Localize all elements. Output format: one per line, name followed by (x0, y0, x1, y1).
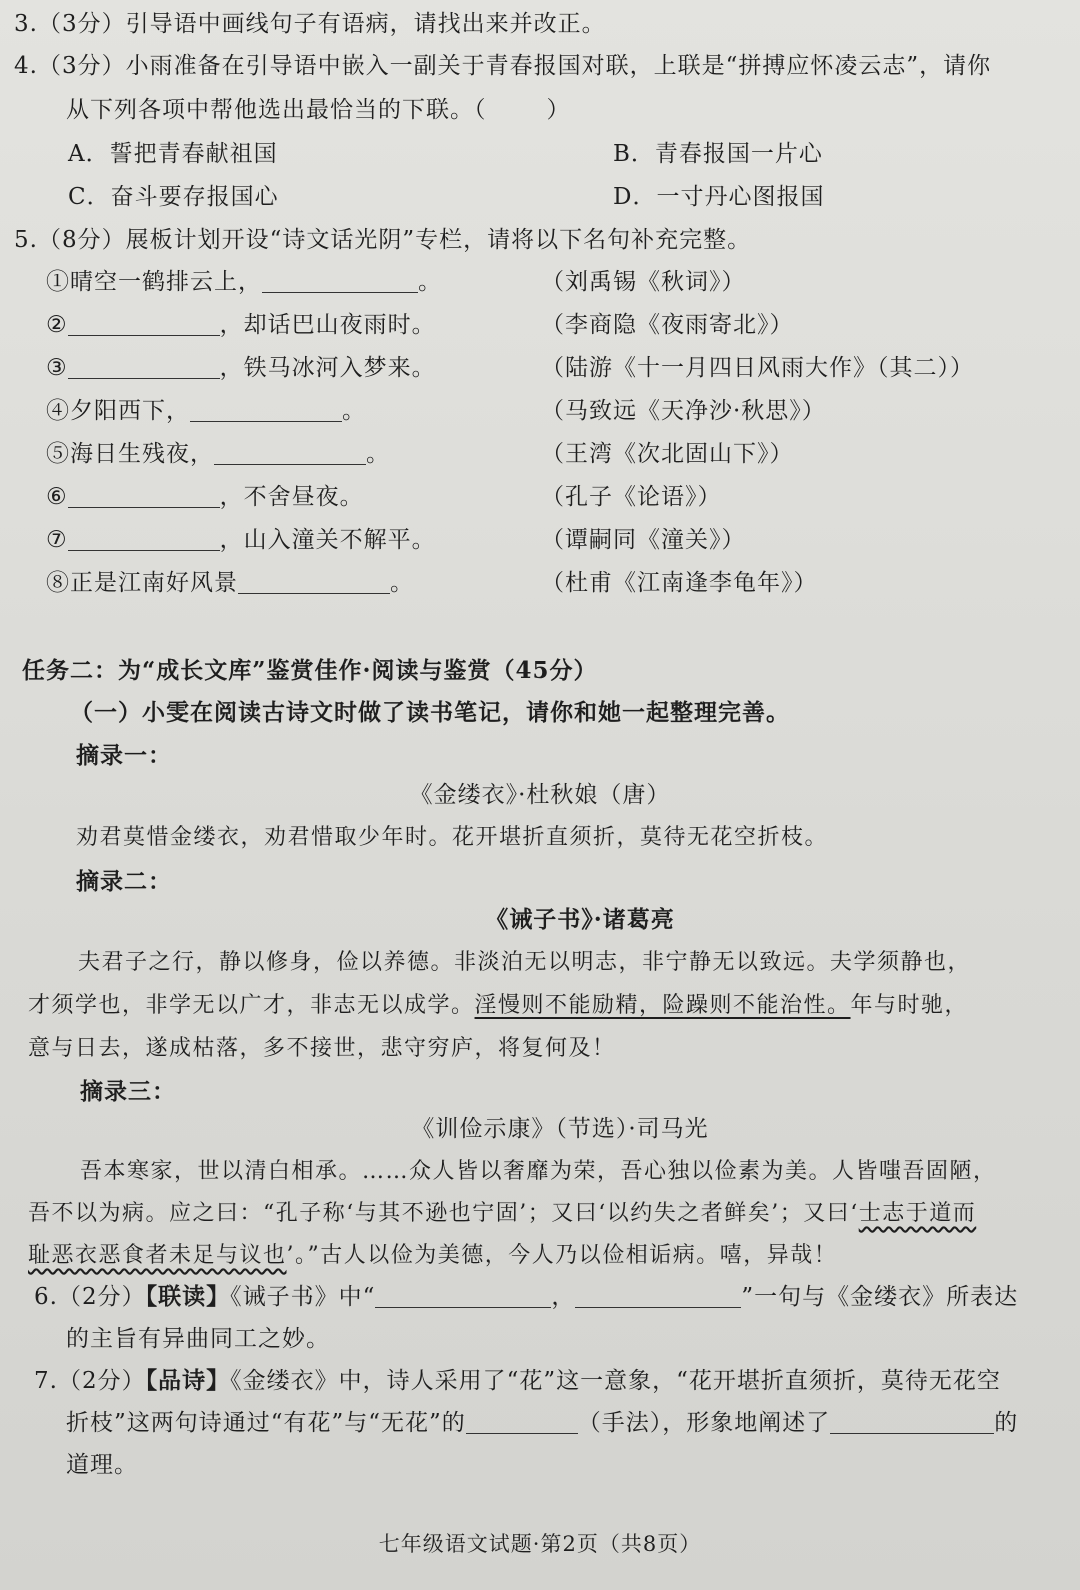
excerpt-2-line-2b: 年与时驰， (850, 993, 969, 1018)
q5-item-8-post: 。 (390, 570, 414, 596)
excerpt-3-line-1 (80, 1156, 997, 1188)
q5-item-2-post: ，却话巴山夜雨时。 (219, 312, 436, 338)
q5-item-1 (46, 266, 1046, 298)
excerpt-3-line-3b: ’。”古人以俭为美德，今人乃以俭相诟病。嘻，异哉！ (286, 1243, 838, 1268)
q5-item-6-blank[interactable] (68, 483, 220, 508)
excerpt-3-title-text: 《训俭示康》（节选）·司马光 (411, 1116, 709, 1142)
question-7-line-2 (66, 1407, 1018, 1439)
q4-option-a: A．誓把青春献祖国 (68, 141, 278, 167)
q6-blank-2[interactable] (575, 1283, 741, 1308)
q5-item-5-pre: ⑤海日生残夜， (46, 441, 214, 467)
q5-item-7-blank[interactable] (68, 526, 220, 551)
q4-text-1: 4.（3分）小雨准备在引导语中嵌入一副关于青春报国对联，上联是“拼搏应怀凌云志”，请你 (14, 53, 992, 79)
excerpt-3-line-1-text: 吾本寒家，世以清白相承。……众人皆以奢靡为荣，吾心独以俭素为美。人皆嗤吾固陋， (80, 1159, 997, 1184)
q5-item-3-pre: ③ (46, 355, 68, 381)
task-2-heading-text: 任务二：为“成长文库”鉴赏佳作·阅读与鉴赏（45分） (22, 657, 598, 684)
q4-options-row-1 (68, 138, 1068, 170)
q5-text: 5.（8分）展板计划开设“诗文话光阴”专栏，请将以下名句补充完整。 (14, 227, 752, 253)
q3-text: 3.（3分）引导语中画线句子有语病，请找出来并改正。 (14, 11, 606, 37)
excerpt-3-line-2a: 吾不以为病。应之曰：“孔子称‘与其不逊也宁固’；又曰‘以约失之者鲜矣’；又曰‘ (28, 1201, 859, 1226)
q5-item-4-blank[interactable] (190, 397, 342, 422)
q5-item-5-source: （王湾《次北固山下》） (541, 441, 794, 467)
task-2-heading (22, 655, 597, 687)
excerpt-2-title-text: 《诫子书》·诸葛亮 (485, 906, 675, 933)
q5-item-1-post: 。 (418, 269, 442, 295)
excerpt-1-title (0, 779, 1080, 811)
q5-item-5-post: 。 (366, 441, 390, 467)
q5-item-3-blank[interactable] (68, 354, 220, 379)
q5-item-4 (46, 395, 1046, 427)
q7-line-1-text: 《金缕衣》中，诗人采用了“花”这一意象，“花开堪折直须折，莫待无花空 (230, 1368, 1001, 1394)
question-4-line-2 (66, 94, 571, 126)
q7-blank-2[interactable] (830, 1409, 994, 1434)
q5-item-8-source: （杜甫《江南逢李龟年》） (541, 570, 818, 596)
q4-answer-paren-open: （ (474, 97, 487, 123)
excerpt-2-label (76, 866, 172, 898)
q7-line-2a: 折枝”这两句诗通过“有花”与“无花”的 (66, 1410, 466, 1436)
excerpt-3-label-text: 摘录三： (80, 1078, 176, 1105)
q5-item-8-pre: ⑧正是江南好风景 (46, 570, 238, 596)
q6-mid: ， (551, 1284, 576, 1310)
question-6-line-2 (66, 1323, 330, 1355)
q5-item-7-pre: ⑦ (46, 527, 68, 553)
question-5 (14, 224, 751, 256)
q5-item-1-blank[interactable] (262, 268, 418, 293)
q4-options-row-2 (68, 181, 1068, 213)
q5-item-4-post: 。 (342, 398, 366, 424)
question-6-line-1 (34, 1281, 1018, 1313)
excerpt-1-title-text: 《金缕衣》·杜秋娘（唐） (409, 782, 671, 808)
q5-item-3-source: （陆游《十一月四日风雨大作》（其二）） (541, 355, 974, 381)
q5-item-5-blank[interactable] (214, 440, 366, 465)
q5-item-6 (46, 481, 1046, 513)
q5-item-2 (46, 309, 1046, 341)
task-2-subheading-text: （一）小雯在阅读古诗文时做了读书笔记，请你和她一起整理完善。 (70, 699, 790, 726)
q4-option-d: D．一寸丹心图报国 (613, 184, 825, 210)
question-7-line-1 (34, 1365, 1001, 1397)
excerpt-3-line-2 (28, 1198, 976, 1230)
q5-item-2-blank[interactable] (68, 311, 220, 336)
q5-item-1-source: （刘禹锡《秋词》） (541, 269, 746, 295)
q7-blank-1[interactable] (466, 1409, 578, 1434)
q7-line-2b: （手法），形象地阐述了 (577, 1410, 831, 1436)
excerpt-1-label (76, 740, 172, 772)
task-2-subheading (70, 697, 790, 729)
excerpt-3-line-3 (28, 1240, 837, 1272)
excerpt-2-label-text: 摘录二： (76, 868, 172, 895)
q5-item-1-pre: ①晴空一鹤排云上， (46, 269, 262, 295)
excerpt-1-body (76, 822, 828, 854)
q5-item-7-source: （谭嗣同《潼关》） (541, 527, 746, 553)
q6-line-2-text: 的主旨有异曲同工之妙。 (66, 1326, 330, 1352)
page-footer (0, 1528, 1080, 1560)
q5-item-6-post: ，不舍昼夜。 (219, 484, 364, 510)
q5-item-3-post: ，铁马冰河入梦来。 (219, 355, 436, 381)
q5-item-6-pre: ⑥ (46, 484, 68, 510)
q4-option-b: B．青春报国一片心 (613, 141, 823, 167)
q7-tag: 【品诗】 (145, 1367, 231, 1394)
q4-answer-paren-close: ） (546, 97, 571, 123)
excerpt-1-label-text: 摘录一： (76, 742, 172, 769)
q5-item-6-source: （孔子《论语》） (541, 484, 722, 510)
excerpt-2-title (0, 904, 1080, 936)
q7-prefix: 7.（2分） (34, 1368, 146, 1394)
q7-line-2c: 的 (994, 1410, 1019, 1436)
excerpt-2-line-2a: 才须学也，非学无以广才，非志无以成学。 (28, 993, 475, 1018)
q5-item-2-source: （李商隐《夜雨寄北》） (541, 312, 794, 338)
excerpt-3-label (80, 1076, 176, 1108)
q5-item-5 (46, 438, 1046, 470)
question-7-line-3 (66, 1449, 138, 1481)
excerpt-2-line-1 (78, 947, 971, 979)
q6-blank-1[interactable] (375, 1283, 551, 1308)
excerpt-3-wavy-quote-2: 耻恶衣恶食者未足与议也 (28, 1243, 287, 1268)
q5-item-8-blank[interactable] (238, 569, 390, 594)
q5-item-4-source: （马致远《天净沙·秋思》） (541, 398, 826, 424)
excerpt-2-line-1-text: 夫君子之行，静以修身，俭以养德。非淡泊无以明志，非宁静无以致远。夫学须静也， (78, 950, 972, 975)
excerpt-2-line-3-text: 意与日去，遂成枯落，多不接世，悲守穷庐，将复何及！ (28, 1036, 616, 1061)
q7-line-3-text: 道理。 (66, 1452, 138, 1478)
question-4-line-1 (14, 50, 991, 82)
q5-item-7-post: ，山入潼关不解平。 (219, 527, 436, 553)
q5-item-2-pre: ② (46, 312, 68, 338)
excerpt-1-body-text: 劝君莫惜金缕衣，劝君惜取少年时。花开堪折直须折，莫待无花空折枝。 (76, 825, 829, 850)
q6-tag: 【联读】 (145, 1283, 231, 1310)
q4-text-2: 从下列各项中帮他选出最恰当的下联。 (66, 97, 474, 123)
q6-pre: 《诫子书》中“ (230, 1284, 376, 1310)
excerpt-2-line-3 (28, 1033, 616, 1065)
question-3 (14, 8, 606, 40)
excerpt-3-title (0, 1113, 1080, 1145)
q5-item-8 (46, 567, 1046, 599)
q6-post: ”一句与《金缕衣》所表达 (741, 1284, 1019, 1310)
q5-item-7 (46, 524, 1046, 556)
page-footer-text: 七年级语文试题·第2页（共8页） (378, 1532, 702, 1556)
excerpt-2-line-2 (28, 990, 968, 1022)
excerpt-2-underlined-sentence: 淫慢则不能励精，险躁则不能治性。 (474, 993, 851, 1018)
excerpt-3-wavy-quote-1: 士志于道而 (858, 1201, 977, 1226)
q4-option-c: C．奋斗要存报国心 (68, 184, 279, 210)
q5-item-3 (46, 352, 1066, 384)
q5-item-4-pre: ④夕阳西下， (46, 398, 190, 424)
q6-prefix: 6.（2分） (34, 1284, 146, 1310)
